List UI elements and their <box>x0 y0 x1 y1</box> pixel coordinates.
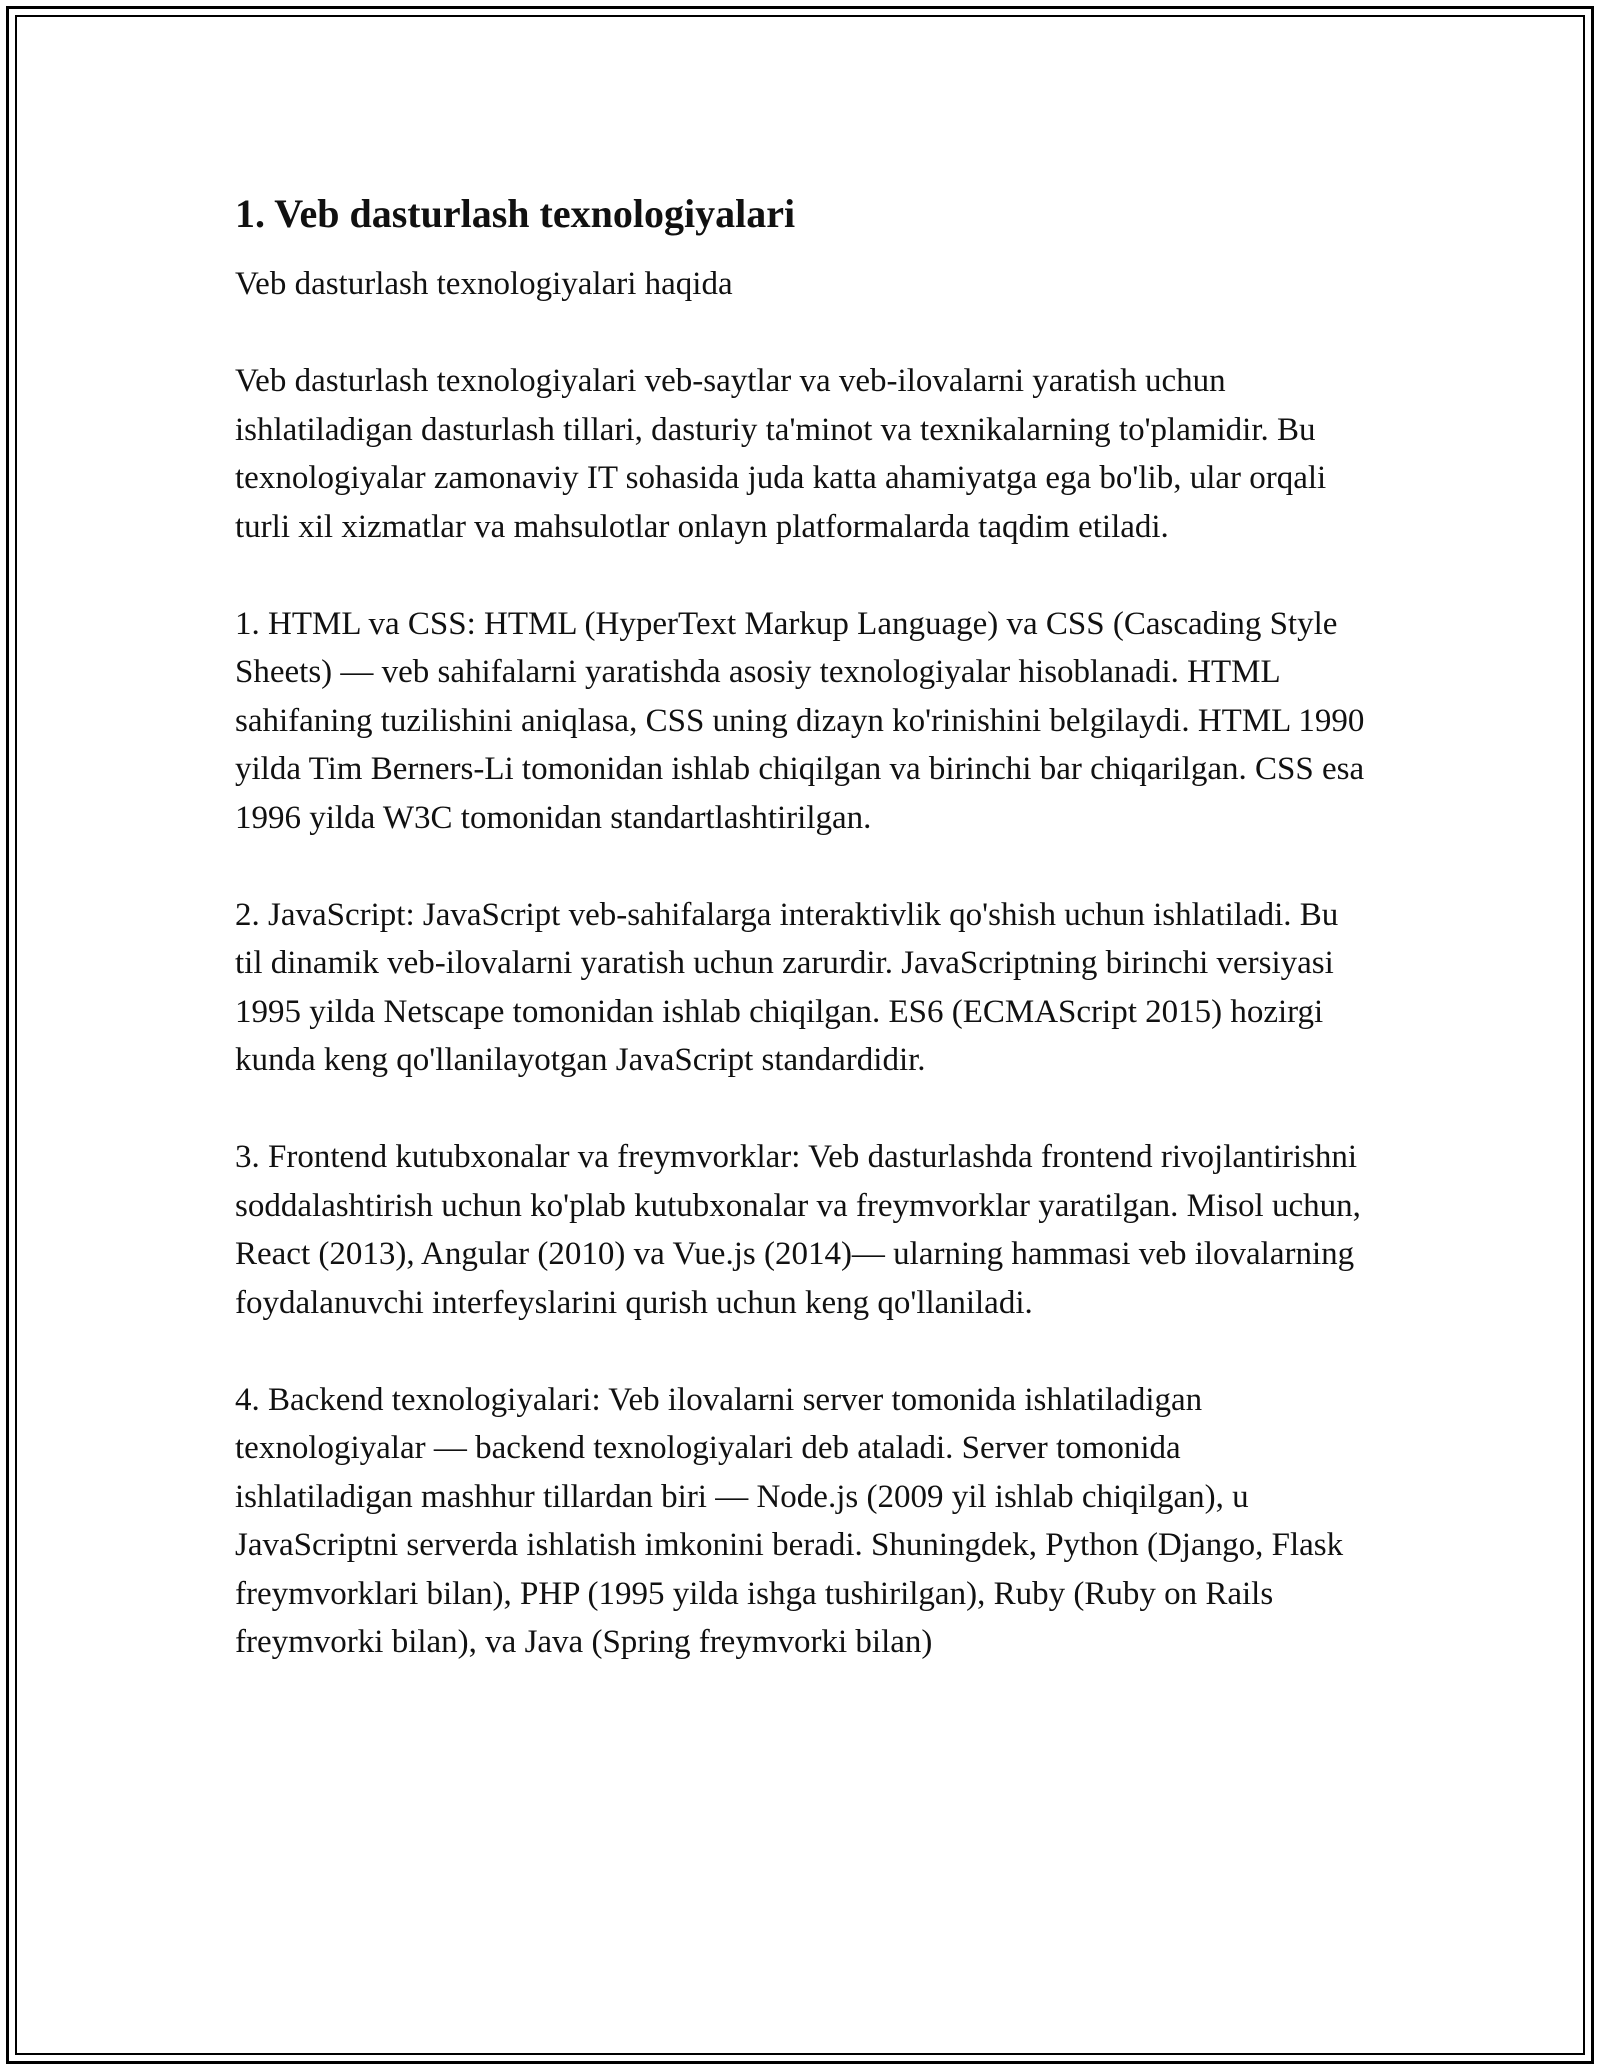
document-title: 1. Veb dasturlash texnologiyalari <box>235 191 796 236</box>
backend-paragraph: 4. Backend texnologiyalari: Veb ilovalarni server tomonida ishlatiladigan texnologiyalar — backend texnologiyalari deb ataladi. Server tomonida ishlatiladigan mashhur tillardan biri — Node.js (2009 yil ishlab chiqilgan), u JavaScriptni serverda ishlatish imkonini beradi. Shuningdek, Python (Django, Flask freymvorklari bilan), PHP (1995 yilda ishga tushirilgan), Ruby (Ruby on Rails freymvorki bilan), va Java (Spring freymvorki bilan) <box>235 1381 1344 1660</box>
document-subtitle: Veb dasturlash texnologiyalari haqida <box>235 266 733 302</box>
javascript-paragraph: 2. JavaScript: JavaScript veb-sahifalarga interaktivlik qo'shish uchun ishlatiladi. Bu til dinamik veb-ilovalarni yaratish uchun zarurdir. JavaScriptning birinchi versiyasi 1995 yilda Netscape tomonidan ishlab chiqilgan. ES6 (ECMAScript 2015) hozirgi kunda keng qo'llanilayotgan JavaScript standardidir. <box>235 896 1339 1078</box>
document-body <box>235 182 1365 1715</box>
frontend-paragraph: 3. Frontend kutubxonalar va freymvorklar: Veb dasturlashda frontend rivojlantirishni soddalashtirish uchun ko'plab kutubxonalar va freymvorklar yaratilgan. Misol uchun, React (2013), Angular (2010) va Vue.js (2014)— ularning hammasi veb ilovalarning foydalanuvchi interfeyslarini qurish uchun keng qo'llaniladi. <box>235 1139 1361 1321</box>
intro-paragraph: Veb dasturlash texnologiyalari veb-saytlar va veb-ilovalarni yaratish uchun ishlatiladigan dasturlash tillari, dasturiy ta'minot va texnikalarning to'plamidir. Bu texnologiyalar zamonaviy IT sohasida juda katta ahamiyatga ega bo'lib, ular orqali turli xil xizmatlar va mahsulotlar onlayn platformalarda taqdim etiladi. <box>235 363 1327 545</box>
html-css-paragraph: 1. HTML va CSS: HTML (HyperText Markup Language) va CSS (Cascading Style Sheets) — veb sahifalarni yaratishda asosiy texnologiyalar hisoblanadi. HTML sahifaning tuzilishini aniqlasa, CSS uning dizayn ko'rinishini belgilaydi. HTML 1990 yilda Tim Berners-Li tomonidan ishlab chiqilgan va birinchi bar chiqarilgan. CSS esa 1996 yilda W3C tomonidan standartlashtirilgan. <box>235 605 1365 836</box>
